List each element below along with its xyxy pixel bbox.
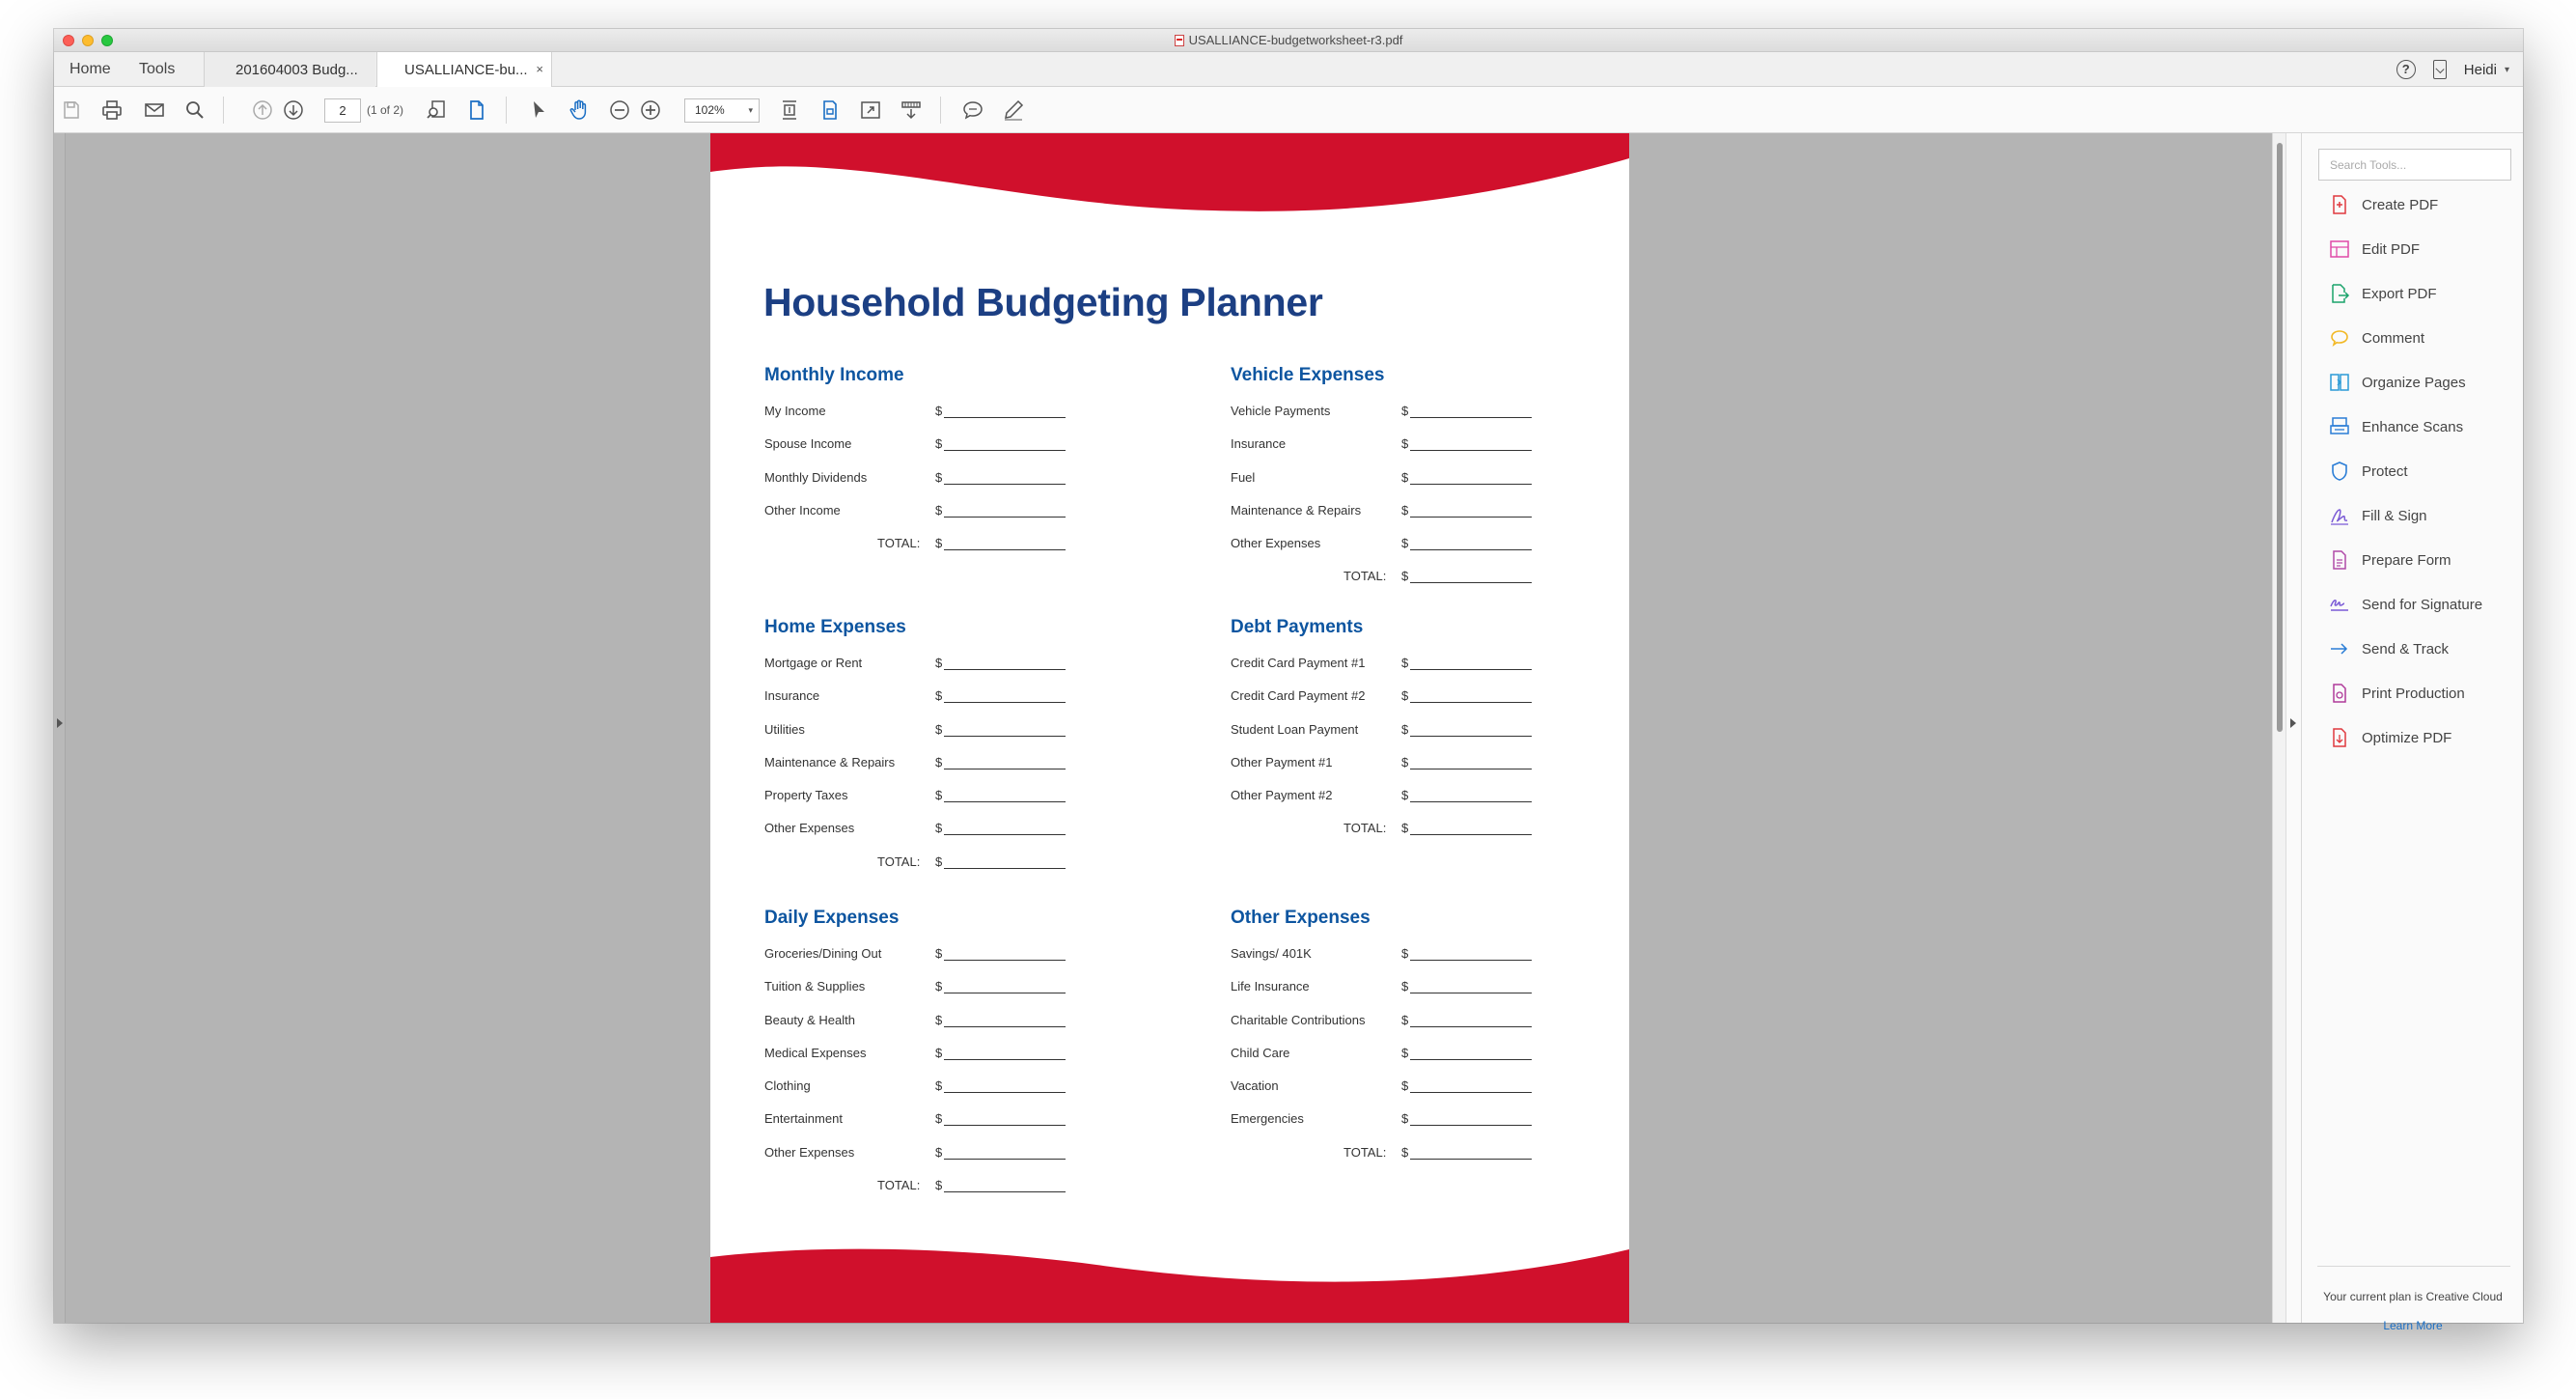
row-label: Other Expenses [1231,536,1321,551]
row-label: Maintenance & Repairs [764,754,896,769]
pdf-page [710,133,1629,1323]
tab-bar [54,52,2523,87]
currency-symbol: $ [935,1078,943,1094]
section-other-expenses [1231,908,1655,1172]
toolbar-divider [506,97,507,124]
budget-row [764,973,1189,1006]
row-label: Insurance [764,688,820,704]
budget-row [764,464,1189,497]
next-page-icon[interactable] [282,98,305,122]
total-label: TOTAL: [877,853,921,869]
amount-blank-line [944,702,1066,703]
tool-label: Fill & Sign [2362,507,2427,524]
header-wave-graphic [710,133,1629,220]
row-label: Entertainment [764,1111,843,1127]
comment-icon[interactable] [961,98,984,122]
currency-symbol: $ [1401,536,1409,551]
amount-blank-line [1410,801,1532,802]
budget-row [1231,431,1655,463]
currency-symbol: $ [1401,656,1409,670]
currency-symbol: $ [1401,721,1409,737]
total-row [764,1172,1189,1205]
budget-row [764,431,1189,463]
chevron-down-icon: ▾ [748,105,753,115]
find-text-icon[interactable] [425,98,448,122]
budget-row [764,940,1189,973]
row-label: Utilities [764,721,805,737]
tool-comment[interactable] [2329,326,2424,350]
row-label: Vehicle Payments [1231,404,1331,418]
currency-symbol: $ [1401,788,1409,803]
budget-row [1231,1040,1655,1073]
budget-row [1231,782,1655,815]
budget-row [1231,1105,1655,1138]
budget-row [764,782,1189,815]
amount-blank-line [944,736,1066,737]
row-label: Spouse Income [764,436,852,452]
amount-blank-line [944,834,1066,835]
row-label: Groceries/Dining Out [764,946,882,961]
left-pane-toggle[interactable] [54,133,66,1323]
send-track-icon [2329,638,2350,659]
tool-print-production[interactable] [2329,682,2465,705]
tool-send-track[interactable] [2329,637,2449,660]
currency-symbol: $ [1401,469,1409,485]
budget-row [1231,973,1655,1006]
tool-organize-pages[interactable] [2329,371,2466,394]
amount-blank-line [1410,517,1532,518]
tools-pane [2301,133,2523,1332]
budget-row [764,683,1189,715]
currency-symbol: $ [935,979,943,994]
amount-blank-line [1410,960,1532,961]
tool-label: Edit PDF [2362,240,2421,258]
amount-blank-line [1410,1059,1532,1060]
currency-symbol: $ [935,404,943,418]
tool-label: Send & Track [2362,640,2450,658]
tool-label: Prepare Form [2362,551,2451,569]
amount-blank-line [1410,1026,1532,1027]
account-area [2396,58,2509,81]
search-icon[interactable] [183,98,207,122]
row-label: Tuition & Supplies [764,979,866,994]
tab-document-2-label: USALLIANCE-bu... [404,62,528,78]
row-label: Clothing [764,1078,811,1094]
tab-tools[interactable]: Tools [139,61,176,77]
section-heading: Debt Payments [1231,617,1364,637]
tool-label: Enhance Scans [2362,418,2464,435]
currency-symbol: $ [1401,1012,1409,1027]
total-label: TOTAL: [877,1178,921,1193]
total-row [1231,815,1655,848]
budget-row [764,749,1189,782]
tool-label: Organize Pages [2362,374,2466,391]
amount-blank-line [1410,417,1532,418]
amount-blank-line [944,801,1066,802]
acrobat-window [54,29,2523,1332]
tool-label: Create PDF [2362,196,2439,213]
tool-enhance-scans[interactable] [2329,415,2463,438]
edit-pdf-icon [2329,238,2350,260]
amount-blank-line [944,868,1066,869]
currency-symbol: $ [935,1111,943,1127]
currency-symbol: $ [1401,979,1409,994]
budget-row [1231,497,1655,530]
scrollbar-thumb[interactable] [2277,143,2283,732]
amount-blank-line [944,1026,1066,1027]
currency-symbol: $ [935,502,943,518]
row-label: Emergencies [1231,1111,1304,1127]
budget-row [1231,530,1655,563]
row-label: Savings/ 401K [1231,946,1312,961]
budget-row [1231,716,1655,749]
currency-symbol: $ [1401,569,1409,584]
currency-symbol: $ [935,656,943,670]
currency-symbol: $ [935,688,943,704]
currency-symbol: $ [935,1144,943,1160]
draw-pen-icon[interactable] [1002,98,1025,122]
save-icon[interactable] [60,98,83,122]
currency-symbol: $ [1401,821,1409,836]
total-row [764,530,1189,563]
vertical-scrollbar[interactable] [2272,133,2285,1323]
fill-sign-icon [2329,505,2350,526]
help-icon[interactable]: ? [2396,60,2416,79]
total-row [764,849,1189,881]
budget-row [1231,1007,1655,1040]
amount-blank-line [944,669,1066,670]
budget-row [1231,464,1655,497]
row-label: Child Care [1231,1045,1290,1060]
budget-row [764,716,1189,749]
budget-row [764,1105,1189,1138]
section-home-expenses [764,617,1189,881]
optimize-pdf-icon [2329,727,2350,748]
prepare-form-icon [2329,549,2350,571]
budget-row [764,497,1189,530]
currency-symbol: $ [935,721,943,737]
row-label: Beauty & Health [764,1012,855,1027]
total-label: TOTAL: [1343,1144,1387,1160]
organize-pages-icon [2329,372,2350,393]
tab-home[interactable]: Home [69,61,111,77]
row-label: Student Loan Payment [1231,721,1359,737]
print-production-icon [2329,683,2350,704]
budget-row [764,1007,1189,1040]
row-label: My Income [764,404,826,418]
scroll-mode-icon[interactable] [778,98,801,122]
toolbar [54,87,2523,133]
currency-symbol: $ [1401,1111,1409,1127]
row-label: Other Income [764,502,841,518]
page-number-input[interactable]: 2 [324,98,361,123]
budget-row [1231,650,1655,683]
tool-export-pdf[interactable] [2329,282,2437,305]
amount-blank-line [1410,450,1532,451]
enhance-scans-icon [2329,416,2350,437]
close-tab-button[interactable]: × [536,62,543,76]
tool-optimize-pdf[interactable] [2329,726,2451,749]
tab-document-1[interactable] [204,52,375,87]
currency-symbol: $ [1401,1144,1409,1160]
tool-label: Send for Signature [2362,596,2483,613]
section-vehicle-expenses [1231,365,1655,597]
row-label: Mortgage or Rent [764,656,863,670]
section-heading: Vehicle Expenses [1231,365,1385,385]
section-monthly-income [764,365,1189,563]
zoom-out-icon[interactable] [608,98,631,122]
page-count-label: (1 of 2) [367,103,404,117]
amount-blank-line [1410,736,1532,737]
row-label: Other Expenses [764,1144,855,1160]
mobile-link-icon[interactable] [2433,60,2447,79]
page-thumbnail-icon[interactable] [465,98,488,122]
row-label: Credit Card Payment #2 [1231,688,1366,704]
amount-blank-line [1410,582,1532,583]
currency-symbol: $ [935,946,943,961]
currency-symbol: $ [1401,1045,1409,1060]
zoom-level-value: 102% [695,103,725,117]
tool-protect[interactable] [2329,460,2408,483]
section-heading: Monthly Income [764,365,904,385]
currency-symbol: $ [1401,436,1409,452]
tool-fill-sign[interactable] [2329,504,2427,527]
budget-row [764,1040,1189,1073]
amount-blank-line [944,1191,1066,1192]
tab-document-1-label: 201604003 Budg... [235,62,358,78]
currency-symbol: $ [935,436,943,452]
row-label: Credit Card Payment #1 [1231,656,1366,670]
shield-icon [2329,461,2350,482]
print-icon[interactable] [100,98,124,122]
amount-blank-line [1410,1092,1532,1093]
budget-row [1231,940,1655,973]
hand-tool-icon[interactable] [568,98,591,122]
tool-prepare-form[interactable] [2329,548,2451,572]
currency-symbol: $ [935,1178,943,1193]
section-heading: Other Expenses [1231,908,1371,928]
budget-row [764,815,1189,848]
currency-symbol: $ [935,754,943,769]
right-pane-toggle[interactable] [2285,133,2301,1323]
zoom-level-select[interactable] [684,98,760,123]
chevron-down-icon[interactable]: ▾ [2504,64,2509,75]
currency-symbol: $ [935,788,943,803]
amount-blank-line [944,1125,1066,1126]
amount-blank-line [1410,549,1532,550]
currency-symbol: $ [935,469,943,485]
tool-send-for-signature[interactable] [2329,593,2482,616]
row-label: Vacation [1231,1078,1279,1094]
section-debt-payments [1231,617,1655,849]
budget-row [764,1139,1189,1172]
currency-symbol: $ [1401,404,1409,418]
row-label: Other Payment #1 [1231,754,1333,769]
total-row [1231,1139,1655,1172]
row-label: Insurance [1231,436,1287,452]
read-mode-icon[interactable] [900,98,923,122]
currency-symbol: $ [1401,688,1409,704]
send-signature-icon [2329,594,2350,615]
export-pdf-icon [2329,283,2350,304]
pdf-file-icon [1175,35,1184,46]
previous-page-icon[interactable] [251,98,274,122]
budget-row [1231,749,1655,782]
row-label: Monthly Dividends [764,469,868,485]
currency-symbol: $ [935,1012,943,1027]
row-label: Fuel [1231,469,1256,485]
window-title [54,33,2523,47]
tool-create-pdf[interactable] [2329,193,2438,216]
plan-status-text: Your current plan is Creative Cloud [2323,1290,2503,1303]
document-title: Household Budgeting Planner [763,280,1323,324]
row-label: Life Insurance [1231,979,1310,994]
amount-blank-line [944,517,1066,518]
amount-blank-line [944,1059,1066,1060]
amount-blank-line [944,549,1066,550]
tool-label: Export PDF [2362,285,2437,302]
currency-symbol: $ [1401,946,1409,961]
amount-blank-line [944,484,1066,485]
amount-blank-line [944,450,1066,451]
currency-symbol: $ [935,1045,943,1060]
currency-symbol: $ [935,536,943,551]
currency-symbol: $ [935,821,943,836]
budget-row [1231,1073,1655,1105]
amount-blank-line [944,417,1066,418]
total-row [1231,563,1655,596]
amount-blank-line [1410,669,1532,670]
total-label: TOTAL: [1343,821,1387,836]
tab-document-2[interactable] [376,52,552,87]
row-label: Other Expenses [764,821,855,836]
window-title-text: USALLIANCE-budgetworksheet-r3.pdf [1188,33,1403,47]
tool-edit-pdf[interactable] [2329,238,2420,261]
amount-blank-line [1410,702,1532,703]
tool-label: Comment [2362,329,2425,347]
toolbar-divider [940,97,941,124]
amount-blank-line [1410,1159,1532,1160]
select-cursor-icon[interactable] [527,98,550,122]
budget-row [1231,398,1655,431]
section-daily-expenses [764,908,1189,1205]
budget-row [1231,683,1655,715]
tool-label: Protect [2362,462,2408,480]
panel-divider [2317,1266,2510,1267]
currency-symbol: $ [935,853,943,869]
create-pdf-icon [2329,194,2350,215]
section-heading: Daily Expenses [764,908,900,928]
zoom-in-icon[interactable] [639,98,662,122]
amount-blank-line [944,1092,1066,1093]
total-label: TOTAL: [1343,569,1387,584]
currency-symbol: $ [1401,754,1409,769]
row-label: Property Taxes [764,788,848,803]
tools-search-input[interactable]: Search Tools... [2318,149,2511,181]
document-viewport[interactable] [54,133,2301,1323]
row-label: Maintenance & Repairs [1231,502,1362,518]
footer-wave-graphic [710,1244,1629,1323]
budget-row [764,398,1189,431]
amount-blank-line [1410,1125,1532,1126]
title-bar [54,29,2523,52]
fit-page-icon[interactable] [818,98,842,122]
budget-row [764,1073,1189,1105]
section-heading: Home Expenses [764,617,906,637]
budget-row [764,650,1189,683]
amount-blank-line [944,1159,1066,1160]
row-label: Charitable Contributions [1231,1012,1366,1027]
currency-symbol: $ [1401,502,1409,518]
amount-blank-line [944,960,1066,961]
row-label: Medical Expenses [764,1045,867,1060]
toolbar-divider [223,97,224,124]
currency-symbol: $ [1401,1078,1409,1094]
comment-icon [2329,327,2350,349]
email-icon[interactable] [143,98,166,122]
full-screen-icon[interactable] [859,98,882,122]
tool-label: Print Production [2362,685,2465,702]
total-label: TOTAL: [877,536,921,551]
learn-more-link[interactable]: Learn More [2383,1319,2443,1332]
amount-blank-line [1410,484,1532,485]
tool-label: Optimize PDF [2362,729,2452,746]
row-label: Other Payment #2 [1231,788,1333,803]
user-name[interactable]: Heidi [2463,61,2497,78]
amount-blank-line [1410,834,1532,835]
